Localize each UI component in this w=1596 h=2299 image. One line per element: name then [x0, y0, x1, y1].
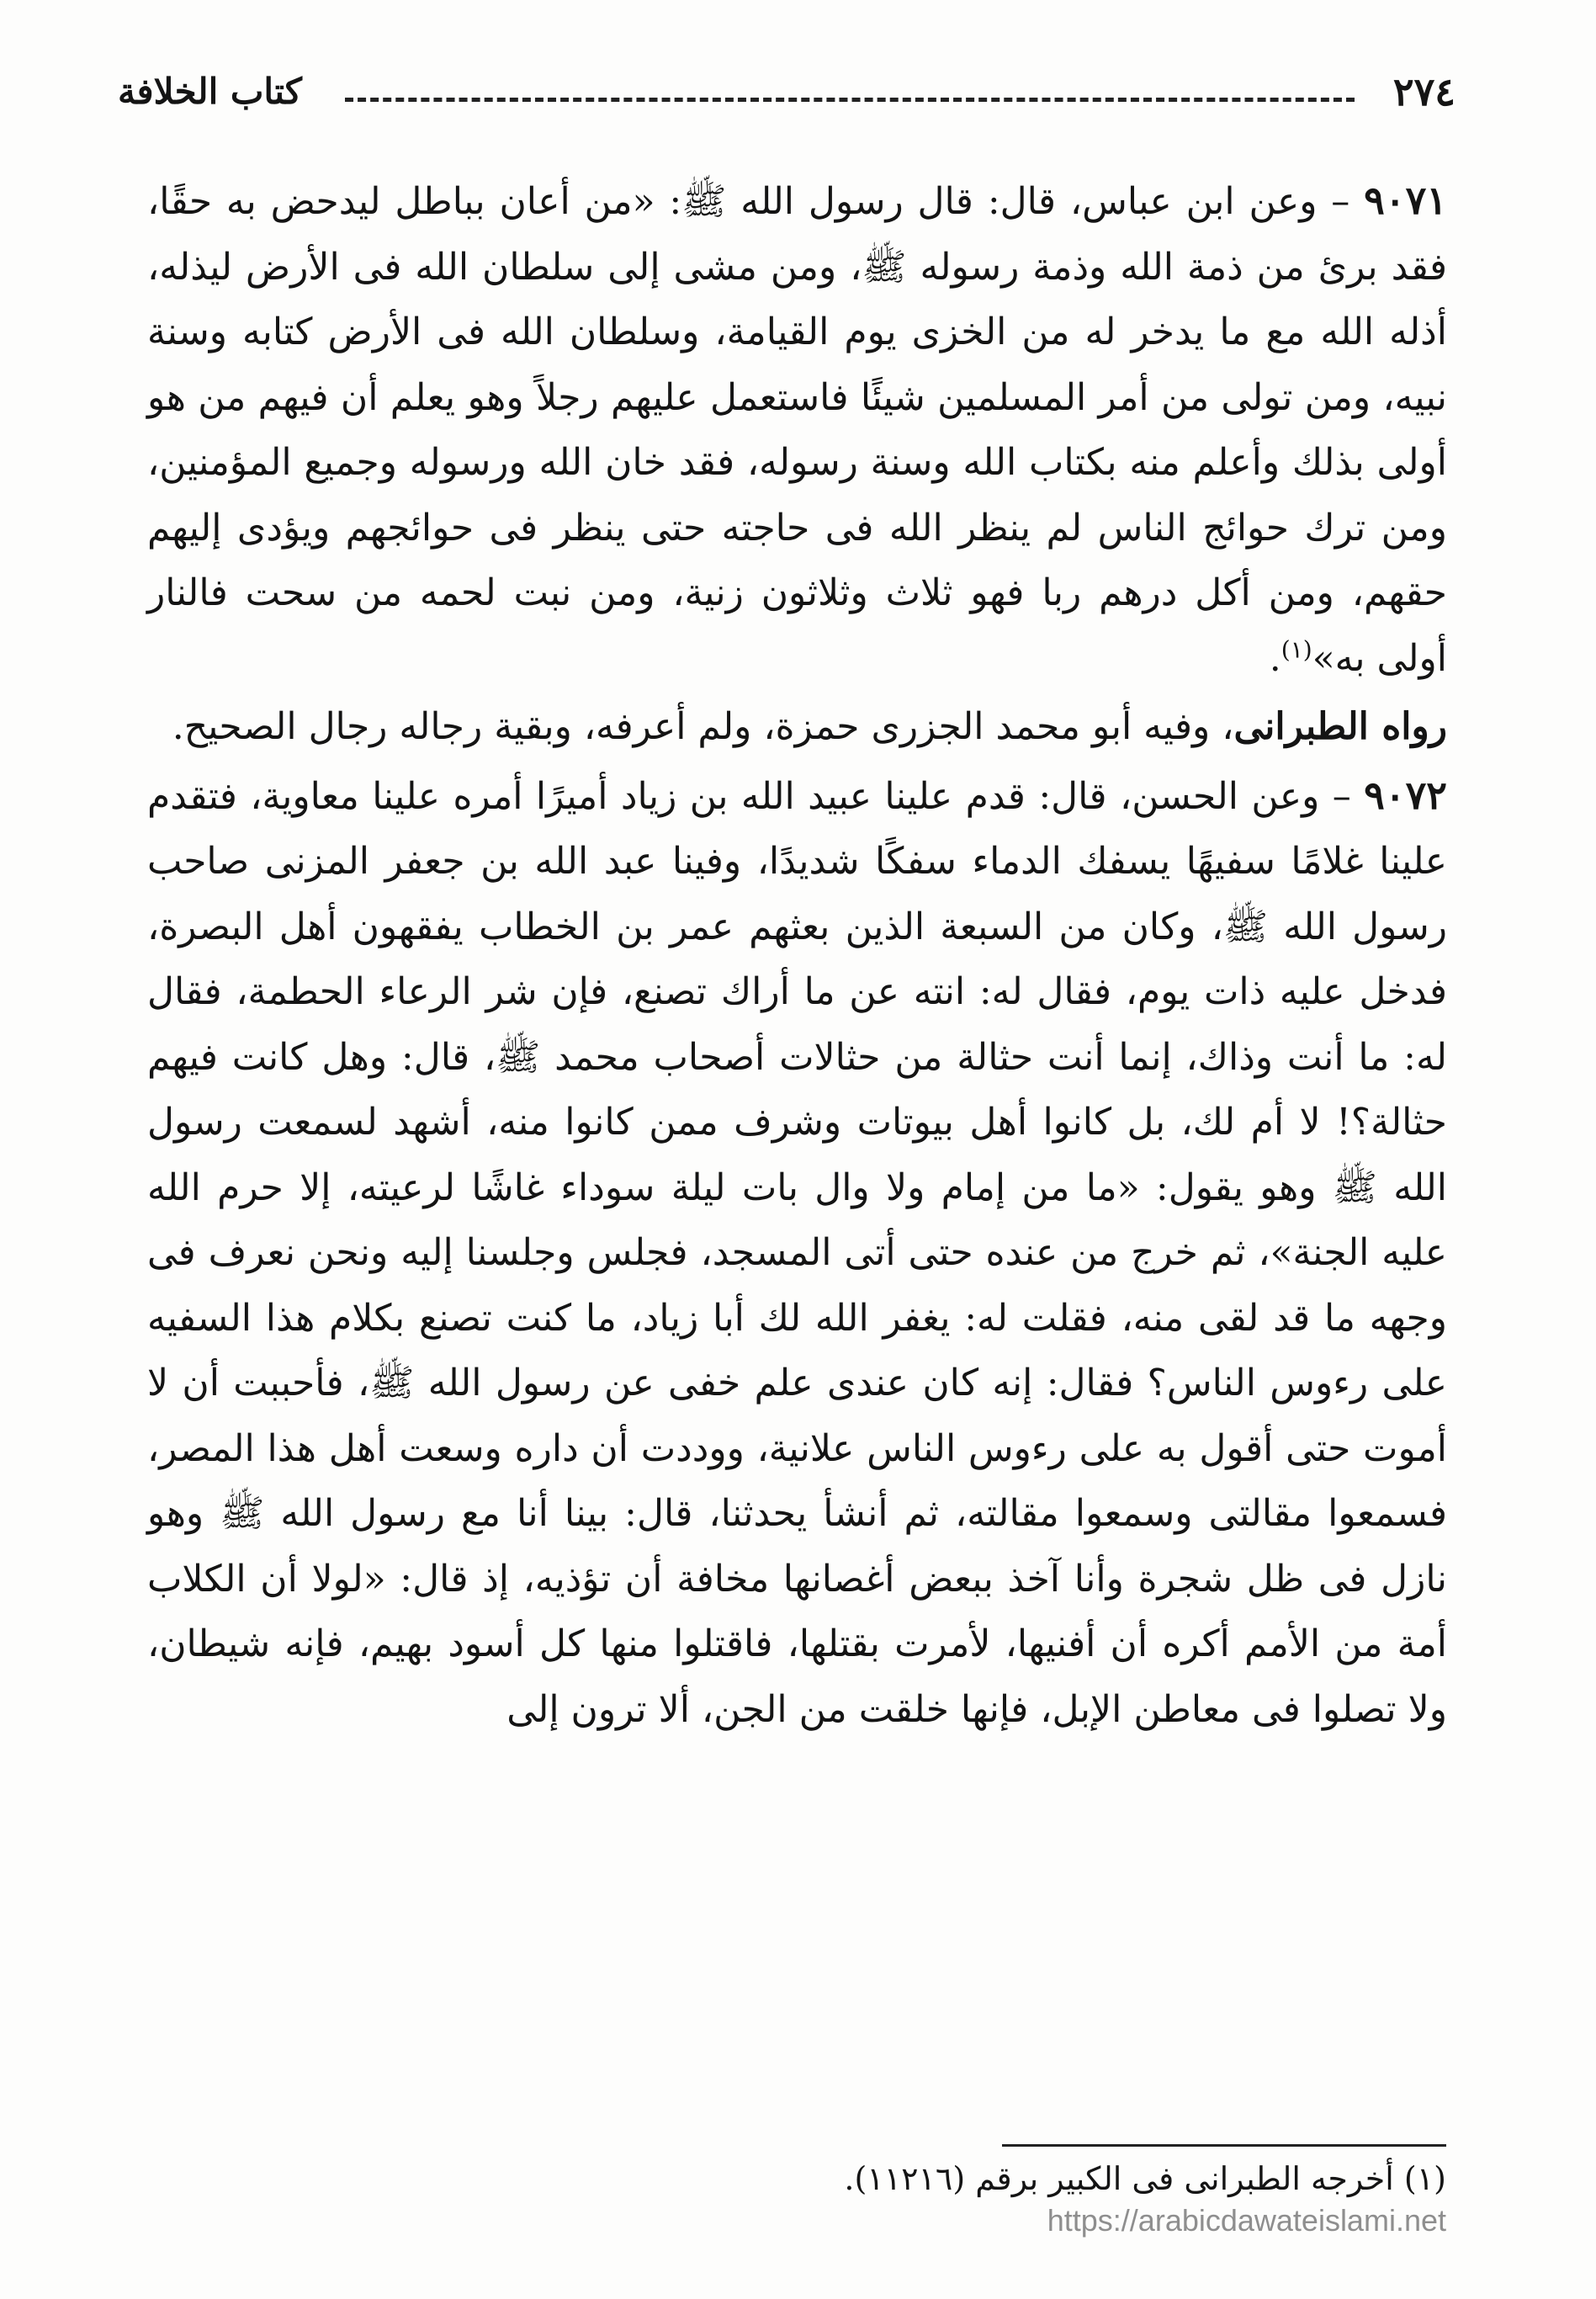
narrator-source: رواه الطبرانى [1233, 705, 1447, 748]
footnote-divider [1002, 2144, 1446, 2147]
narration-note-text: ، وفيه أبو محمد الجزرى حمزة، ولم أعرفه، وبقية رجاله رجال الصحيح. [172, 705, 1234, 748]
footnote-marker: (١) [1281, 634, 1312, 663]
hadith-text: – وعن ابن عباس، قال: قال رسول الله ﷺ: «من أعان بباطل ليدحض به حقًا، فقد برئ من ذمة الله وذمة رسوله ﷺ، ومن مشى إلى سلطان الله فى الأرض ليذله، أذله الله مع ما يدخر له من الخزى يوم القيامة، وسلطان الله فى الأرض كتابه وسنة نبيه، ومن تولى من أمر المسلمين شيئًا فاستعمل عليهم رجلاً وهو يعلم أن فيهم من هو أولى بذلك وأعلم منه بكتاب الله وسنة رسوله، فقد خان الله ورسوله وجميع المؤمنين، ومن ترك حوائج الناس لم ينظر الله فى حاجته حتى ينظر فى حوائجهم ويؤدى إليهم حقهم، ومن أكل درهم ربا فهو ثلاث وثلاثون زنية، ومن نبت لحمه من سحت فالنار أولى به» [147, 180, 1447, 680]
hadith-text-end: . [1269, 636, 1281, 680]
hadith-9071 [147, 168, 1447, 691]
page-header [118, 69, 1455, 128]
narration-note [147, 694, 1447, 760]
hadith-number: ٩٠٧١ [1364, 178, 1447, 223]
hadith-text: – وعن الحسن، قال: قدم علينا عبيد الله بن زياد أميرًا أمره علينا معاوية، فتقدم علينا غلامًا سفيهًا يسفك الدماء سفكًا شديدًا، وفينا عبد الله بن جعفر المزنى صاحب رسول الله ﷺ، وكان من السبعة الذين بعثهم عمر بن الخطاب يفقهون أهل البصرة، فدخل عليه ذات يوم، فقال له: انته عن ما أراك تصنع، فإن شر الرعاء الحطمة، فقال له: ما أنت وذاك، إنما أنت حثالة من حثالات أصحاب محمد ﷺ، قال: وهل كانت فيهم حثالة؟! لا أم لك، بل كانوا أهل بيوتات وشرف ممن كانوا منه، أشهد لسمعت رسول الله ﷺ وهو يقول: «ما من إمام ولا وال بات ليلة سوداء غاشًا لرعيته، إلا حرم الله عليه الجنة»، ثم خرج من عنده حتى أتى المسجد، فجلس وجلسنا إليه ونحن نعرف فى وجهه ما قد لقى منه، فقلت له: يغفر الله لك أبا زياد، ما كنت تصنع بكلام هذا السفيه على رءوس الناس؟ فقال: إنه كان عندى علم خفى عن رسول الله ﷺ، فأحببت أن لا أموت حتى أقول به على رءوس الناس علانية، ووددت أن داره وسعت أهل هذا المصر، فسمعوا مقالتى وسمعوا مقالته، ثم أنشأ يحدثنا، قال: بينا أنا مع رسول الله ﷺ وهو نازل فى ظل شجرة وأنا آخذ ببعض أغصانها مخافة أن تؤذيه، إذ قال: «لولا أن الكلاب أمة من الأمم أكره أن أفنيها، لأمرت بقتلها، فاقتلوا منها كل أسود بهيم، فإنه شيطان، ولا تصلوا فى معاطن الإبل، فإنها خلقت من الجن، ألا ترون إلى [147, 774, 1447, 1731]
hadith-number: ٩٠٧٢ [1364, 772, 1447, 818]
hadith-9072 [147, 763, 1447, 1743]
page-number: ٢٧٤ [1392, 69, 1455, 114]
footnote: (١) أخرجه الطبرانى فى الكبير برقم (١١٢١٦). [844, 2160, 1446, 2197]
book-title: كتاب الخلافة [118, 71, 302, 112]
header-divider [345, 98, 1355, 102]
page-body [147, 168, 1447, 1742]
watermark-url: https://arabicdawateislami.net [1047, 2203, 1446, 2238]
